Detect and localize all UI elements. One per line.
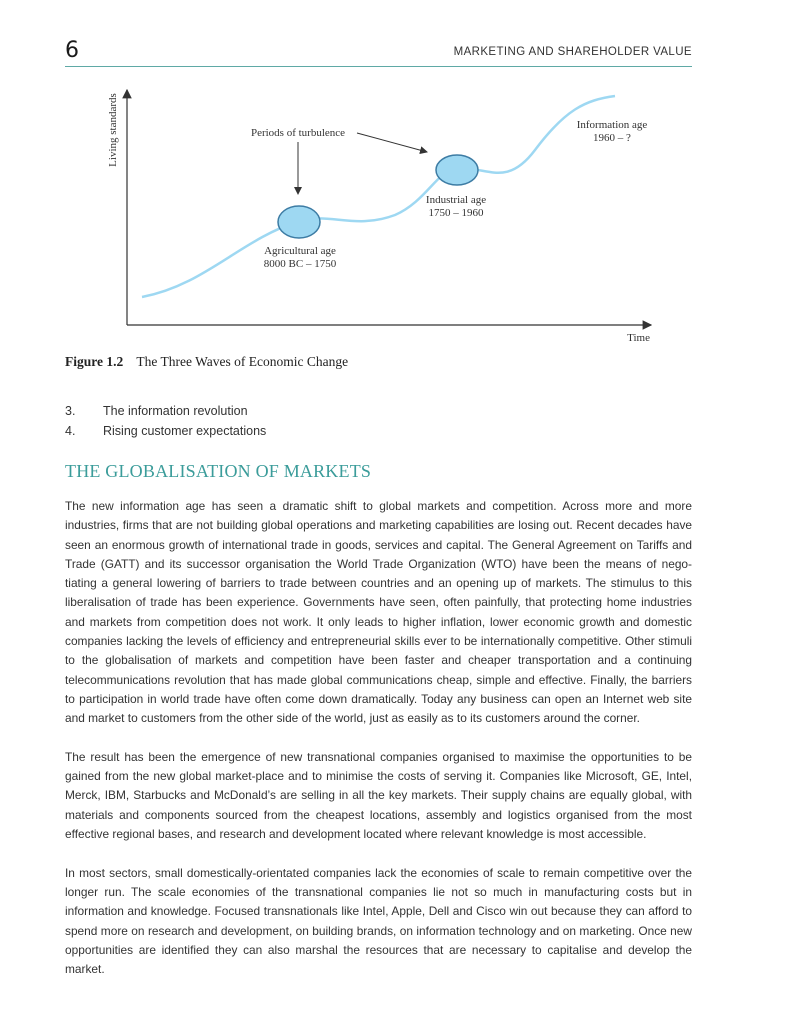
list-item	[65, 401, 266, 421]
running-head: MARKETING AND SHAREHOLDER VALUE	[453, 46, 692, 58]
turbulence-ellipse-industrial	[436, 155, 478, 185]
turbulence-ellipse-agricultural	[278, 206, 320, 238]
numbered-list	[65, 401, 266, 441]
paragraph: The result has been the emergence of new transnational companies organised to maximise the opportunities to be gained from the new global market-place and to minimise the costs of serving it. Companies like Microsoft, GE, Intel, Merck, IBM, Starbucks and McDonald’s are selling in all the key markets. Their supply chains are equally global, with materials and components sourced from the cheapest locations, assembly and logistics organised from the most effective regional bases, and research and development located where relevant knowledge is most accessible.	[65, 749, 692, 842]
information-label-line2: 1960 – ?	[593, 132, 631, 144]
industrial-label-line1: Industrial age	[425, 194, 487, 206]
x-axis-label: Time	[627, 332, 650, 344]
list-item	[65, 421, 266, 441]
header-rule	[65, 66, 692, 67]
list-item-text: Rising customer expectations	[103, 424, 267, 438]
agricultural-label-line2: 8000 BC – 1750	[263, 258, 337, 270]
turbulence-label: Periods of turbulence	[250, 127, 346, 139]
body-text	[65, 497, 692, 999]
paragraph: The new information age has seen a dramatic shift to global markets and competition. Across more and more industries, firms that are not building global operations and marketing capabilities are losing out. Recent decades have seen an enormous growth of international trade in goods, services and capital. The General Agreement on Tariffs and Trade (GATT) and its successor organisation the World Trade Organization (WTO) have been the means of nego-tiating a general lowering of barriers to trade between countries and an opening up of markets. The stimulus to this liberalisation of trade has been experience. Governments have seen, often painfully, that protecting home industries and markets from competition does not work. It only leads to higher inflation, lower economic growth and domestic companies lacking the levels of efficiency and entrepreneurial skills ever to be internationally competitive. Other stimuli to the globalisation of markets and competition have been faster and cheaper transportation and a continuing telecommunications revolution that has made global communications cheap, simple and effective. Finally, the barriers to participation in world trade have often come down dramatically. Today any business can open an Internet web site and market to customers from the other side of the world, just as easily as to its customers around the corner.	[65, 499, 692, 726]
industrial-label-line2: 1750 – 1960	[428, 207, 484, 219]
y-axis-label: Living standards	[107, 93, 119, 167]
list-item-number: 4.	[65, 424, 76, 438]
list-item-number: 3.	[65, 404, 76, 418]
figure-diagram	[65, 80, 692, 352]
waves-curve	[142, 96, 615, 297]
caption-number: Figure 1.2	[65, 354, 124, 369]
paragraph: In most sectors, small domestically-orientated companies lack the economies of scale to remain competitive over the longer run. The scale economies of the transnational companies lie not so much in manufacturing costs but in information and knowledge. Focused transnationals like Intel, Apple, Dell and Cisco win out because they can afford to spend more on research and development, on building brands, on information technology and on marketing. Once new opportunities are identified they can also marshal the resources that are necessary to capitalise and develop the market.	[65, 865, 692, 977]
section-heading: THE GLOBALISATION OF MARKETS	[65, 461, 372, 481]
list-item-text: The information revolution	[103, 404, 248, 418]
information-label-line1: Information age	[576, 119, 648, 131]
figure-three-waves	[65, 80, 692, 352]
page-number: 6	[65, 38, 79, 63]
figure-caption	[65, 354, 348, 370]
turbulence-arrow-right	[357, 133, 427, 152]
agricultural-label-line1: Agricultural age	[264, 245, 336, 257]
caption-title: The Three Waves of Economic Change	[136, 354, 349, 369]
